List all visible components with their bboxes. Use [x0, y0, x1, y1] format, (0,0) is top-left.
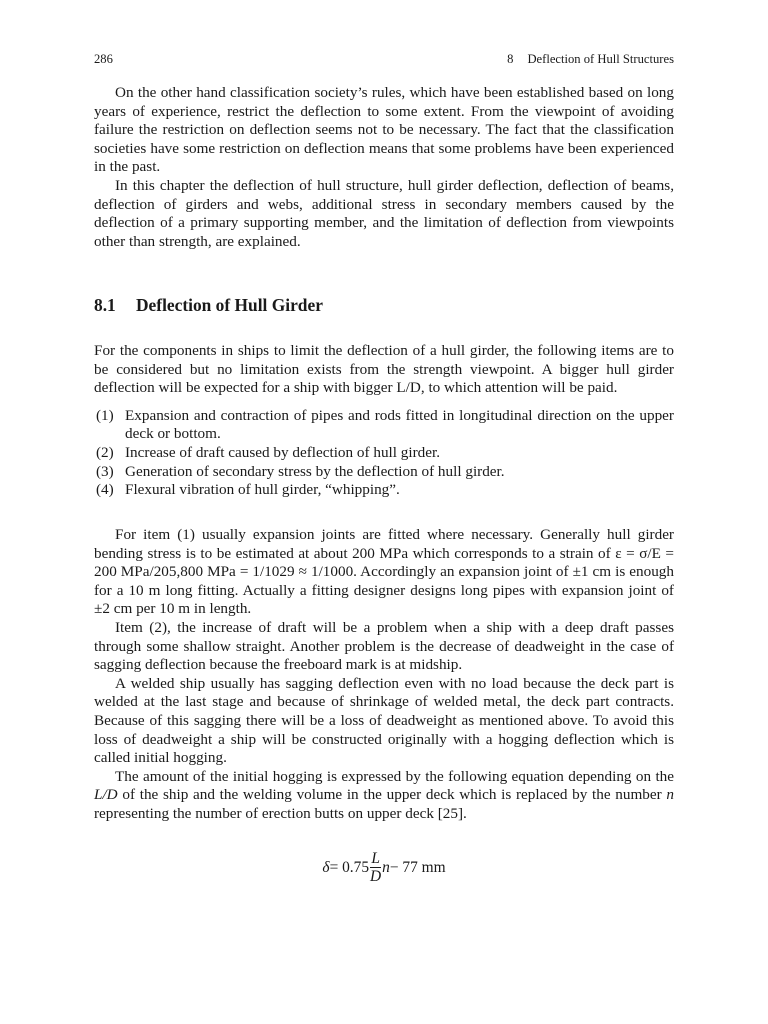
item1-paragraph: For item (1) usually expansion joints are fitted where necessary. Generally hull girder bending stress is to be estimated at about 200 MPa which corresponds to a strain of ε = σ/E = 200 MPa/205,800 MPa = 1/1029 ≈ 1/1000. Accordingly an expansion joint of ±1 cm is enough for a 10 m long fitting. Actually a fitting designer designs long pipes with expansion joint of ±2 cm per 10 m in length. [94, 526, 674, 618]
intro-paragraph-2: In this chapter the deflection of hull structure, hull girder deflection, deflection of beams, deflection of girders and webs, additional stress in secondary members caused by the deflection of a primary supporting member, and the limitation of deflection from viewpoints other than strength, are explained. [94, 176, 674, 250]
equation-fraction [370, 850, 381, 885]
list-item-text: Expansion and contraction of pipes and rods fitted in longitudinal direction on the upper deck or bottom. [125, 406, 674, 443]
text-run: of the ship and the welding volume in the upper deck which is replaced by the number [117, 786, 667, 804]
list-item [94, 407, 674, 444]
initial-hogging-equation [94, 850, 674, 885]
chapter-number: 8 [507, 52, 514, 66]
list-marker: (4) [96, 481, 114, 499]
intro-block [94, 84, 674, 251]
fraction-numerator: L [371, 850, 380, 867]
list-item [94, 481, 674, 500]
list-marker: (2) [96, 443, 114, 461]
section-lead-block [94, 342, 674, 508]
section-heading [94, 295, 323, 316]
initial-hogging-paragraph [94, 768, 674, 824]
welded-ship-paragraph: A welded ship usually has sagging deflection even with no load because the deck part is welded at the last stage and because of shrinkage of welded metal, the deck part contracts. Because of this sagging there will be a loss of deadweight as mentioned above. To avoid this loss of deadweight a ship will be constructed originally with a hogging deflection which is called initial hogging. [94, 674, 674, 767]
section-lead-paragraph: For the components in ships to limit the deflection of a hull girder, the following items are to be considered but no limitation exists from the strength viewpoint. A bigger hull girder deflection will be expected for a ship with bigger L/D, to which attention will be paid. [94, 342, 674, 397]
chapter-running-title [507, 52, 674, 67]
list-item-text: Flexural vibration of hull girder, “whipping”. [125, 481, 400, 499]
equation-lhs: δ [322, 858, 330, 876]
text-run: representing the number of erection butts on upper deck [25]. [94, 804, 467, 822]
math-variable: L/D [94, 786, 118, 804]
list-marker: (1) [96, 406, 114, 424]
chapter-title: Deflection of Hull Structures [527, 52, 674, 66]
fraction-denominator: D [370, 868, 382, 885]
section-number: 8.1 [94, 295, 116, 315]
considerations-list [94, 407, 674, 500]
section-title: Deflection of Hull Girder [136, 295, 323, 315]
discussion-block [94, 526, 674, 824]
text-run: The amount of the initial hogging is expressed by the following equation depending on the [115, 767, 674, 785]
list-marker: (3) [96, 462, 114, 480]
list-item [94, 463, 674, 482]
running-header [94, 52, 674, 67]
list-item [94, 444, 674, 463]
math-variable: n [666, 786, 674, 804]
page-number: 286 [94, 52, 113, 66]
list-item-text: Generation of secondary stress by the deflection of hull girder. [125, 462, 505, 480]
equation-variable: n [382, 858, 390, 876]
list-item-text: Increase of draft caused by deflection of hull girder. [125, 443, 441, 461]
equation-coefficient: = 0.75 [329, 858, 370, 876]
item2-paragraph: Item (2), the increase of draft will be a problem when a ship with a deep draft passes through some shallow straight. Another problem is the decrease of deadweight in the case of sagging deflection because the freeboard mark is at midship. [94, 618, 674, 674]
intro-paragraph-1: On the other hand classification society’s rules, which have been established based on long years of experience, restrict the deflection to some extent. From the viewpoint of avoiding failure the restriction on deflection seems not to be necessary. The fact that the classification societies have some restriction on deflection means that some problems have been experienced in the past. [94, 84, 674, 176]
equation-rest: − 77 mm [389, 858, 446, 876]
